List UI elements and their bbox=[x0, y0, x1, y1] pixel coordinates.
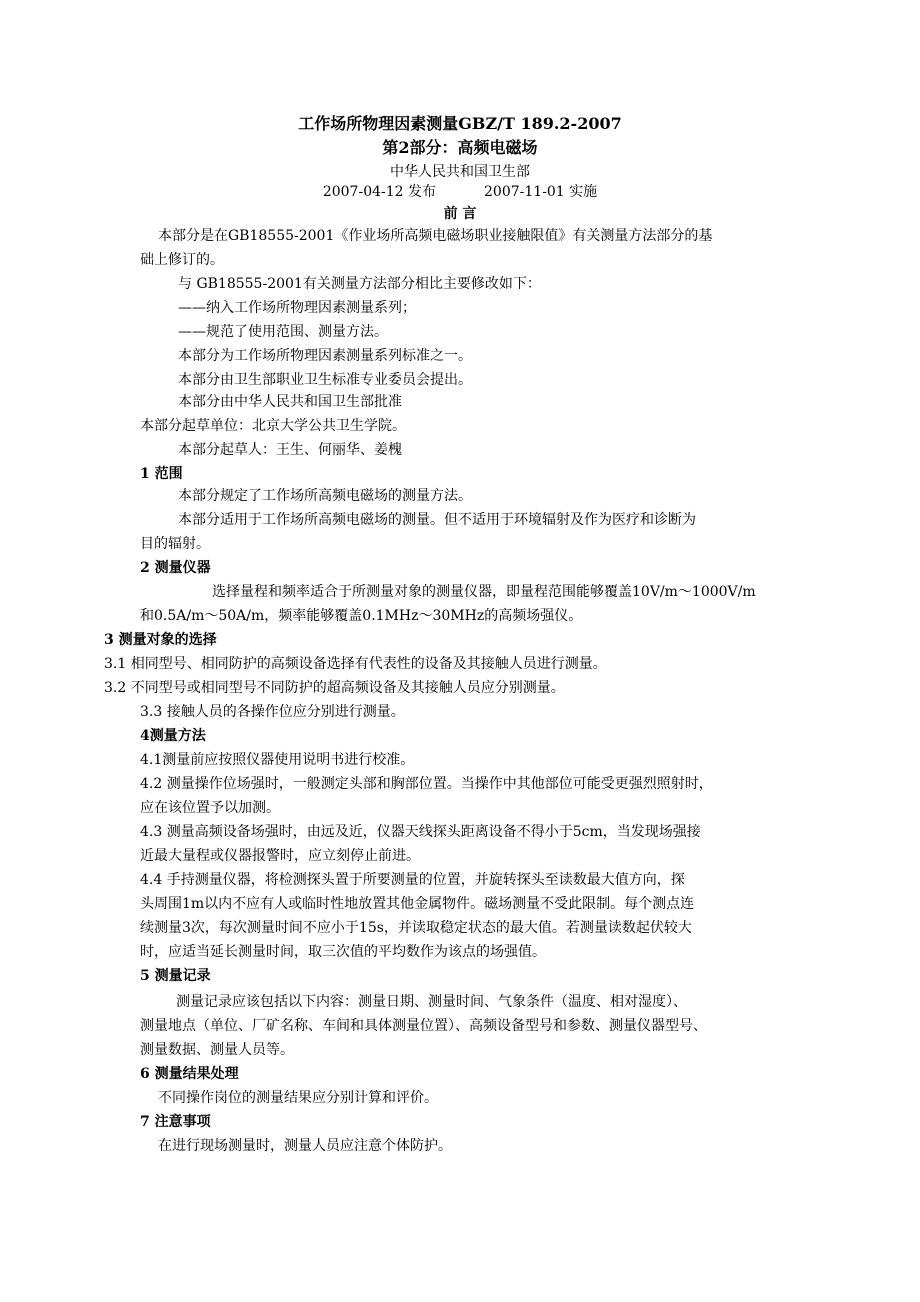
section-paragraph: 3.2 不同型号或相同型号不同防护的超高频设备及其接触人员应分别测量。 bbox=[104, 680, 565, 696]
section-paragraph: 测量记录应该包括以下内容：测量日期、测量时间、气象条件（温度、相对湿度）、 bbox=[176, 994, 687, 1010]
section-paragraph: 测量数据、测量人员等。 bbox=[140, 1042, 294, 1058]
foreword-paragraph: 本部分由卫生部职业卫生标准专业委员会提出。 bbox=[178, 372, 472, 388]
section-paragraph: 3.3 接触人员的各操作位应分别进行测量。 bbox=[140, 704, 405, 720]
section-paragraph: 续测量3次，每次测量时间不应小于15s，并读取稳定状态的最大值。若测量读数起伏较大 bbox=[140, 920, 692, 936]
foreword-paragraph: 本部分是在GB18555-2001《作业场所高频电磁场职业接触限值》有关测量方法部分的基 bbox=[158, 228, 713, 244]
date-line bbox=[0, 182, 920, 202]
section-paragraph: 4.1测量前应按照仪器使用说明书进行校准。 bbox=[140, 752, 415, 768]
section-paragraph: 4.3 测量高频设备场强时，由远及近，仪器天线探头距离设备不得小于5cm，当发现场强接 bbox=[140, 824, 701, 840]
section-paragraph: 不同操作岗位的测量结果应分别计算和评价。 bbox=[158, 1090, 438, 1106]
document-title: 工作场所物理因素测量GBZ/T 189.2-2007 bbox=[298, 114, 622, 133]
document-subtitle: 第2部分：高频电磁场 bbox=[382, 138, 538, 157]
foreword-list-item: ——纳入工作场所物理因素测量系列； bbox=[178, 300, 416, 316]
foreword-heading: 前 言 bbox=[443, 206, 477, 222]
foreword-paragraph: 础上修订的。 bbox=[140, 252, 224, 268]
section-paragraph: 本部分适用于工作场所高频电磁场的测量。但不适用于环境辐射及作为医疗和诊断为 bbox=[178, 512, 696, 528]
section-paragraph: 测量地点（单位、厂矿名称、车间和具体测量位置）、高频设备型号和参数、测量仪器型号、 bbox=[140, 1018, 707, 1034]
section-paragraph: 近最大量程或仪器报警时，应立刻停止前进。 bbox=[140, 848, 420, 864]
publish-date: 2007-04-12 发布 bbox=[322, 184, 436, 200]
section-heading: 6 测量结果处理 bbox=[140, 1066, 239, 1082]
section-heading: 2 测量仪器 bbox=[140, 560, 211, 576]
section-heading: 4测量方法 bbox=[140, 728, 206, 744]
section-paragraph: 和0.5A/m～50A/m，频率能够覆盖0.1MHz～30MHz的高频场强仪。 bbox=[140, 608, 583, 624]
section-paragraph: 3.1 相同型号、相同防护的高频设备选择有代表性的设备及其接触人员进行测量。 bbox=[104, 656, 607, 672]
section-paragraph: 时，应适当延长测量时间，取三次值的平均数作为该点的场强值。 bbox=[140, 944, 546, 960]
section-paragraph: 应在该位置予以加测。 bbox=[140, 800, 280, 816]
effective-date: 2007-11-01 实施 bbox=[484, 184, 598, 200]
section-paragraph: 4.2 测量操作位场强时，一般测定头部和胸部位置。当操作中其他部位可能受更强烈照射时， bbox=[140, 776, 713, 792]
foreword-list-item: ——规范了使用范围、测量方法。 bbox=[178, 324, 388, 340]
section-paragraph: 本部分规定了工作场所高频电磁场的测量方法。 bbox=[178, 488, 472, 504]
section-paragraph: 4.4 手持测量仪器，将检测探头置于所要测量的位置，并旋转探头至读数最大值方向，探 bbox=[140, 872, 685, 888]
foreword-paragraph: 本部分起草人：王生、何丽华、姜槐 bbox=[178, 442, 402, 458]
section-heading: 3 测量对象的选择 bbox=[104, 632, 217, 648]
foreword-paragraph: 本部分起草单位：北京大学公共卫生学院。 bbox=[140, 418, 406, 434]
foreword-paragraph: 本部分由中华人民共和国卫生部批准 bbox=[178, 394, 402, 410]
section-heading: 1 范围 bbox=[140, 466, 183, 482]
section-paragraph: 目的辐射。 bbox=[140, 536, 210, 552]
issuer: 中华人民共和国卫生部 bbox=[390, 164, 530, 180]
foreword-paragraph: 本部分为工作场所物理因素测量系列标准之一。 bbox=[178, 348, 472, 364]
section-paragraph: 在进行现场测量时，测量人员应注意个体防护。 bbox=[158, 1138, 452, 1154]
section-heading: 5 测量记录 bbox=[140, 968, 211, 984]
foreword-paragraph: 与 GB18555-2001有关测量方法部分相比主要修改如下： bbox=[178, 276, 541, 292]
section-paragraph: 选择量程和频率适合于所测量对象的测量仪器，即量程范围能够覆盖10V/m～1000V/m bbox=[212, 584, 756, 600]
section-paragraph: 头周围1m以内不应有人或临时性地放置其他金属物件。磁场测量不受此限制。每个测点连 bbox=[140, 896, 695, 912]
section-heading: 7 注意事项 bbox=[140, 1114, 211, 1130]
